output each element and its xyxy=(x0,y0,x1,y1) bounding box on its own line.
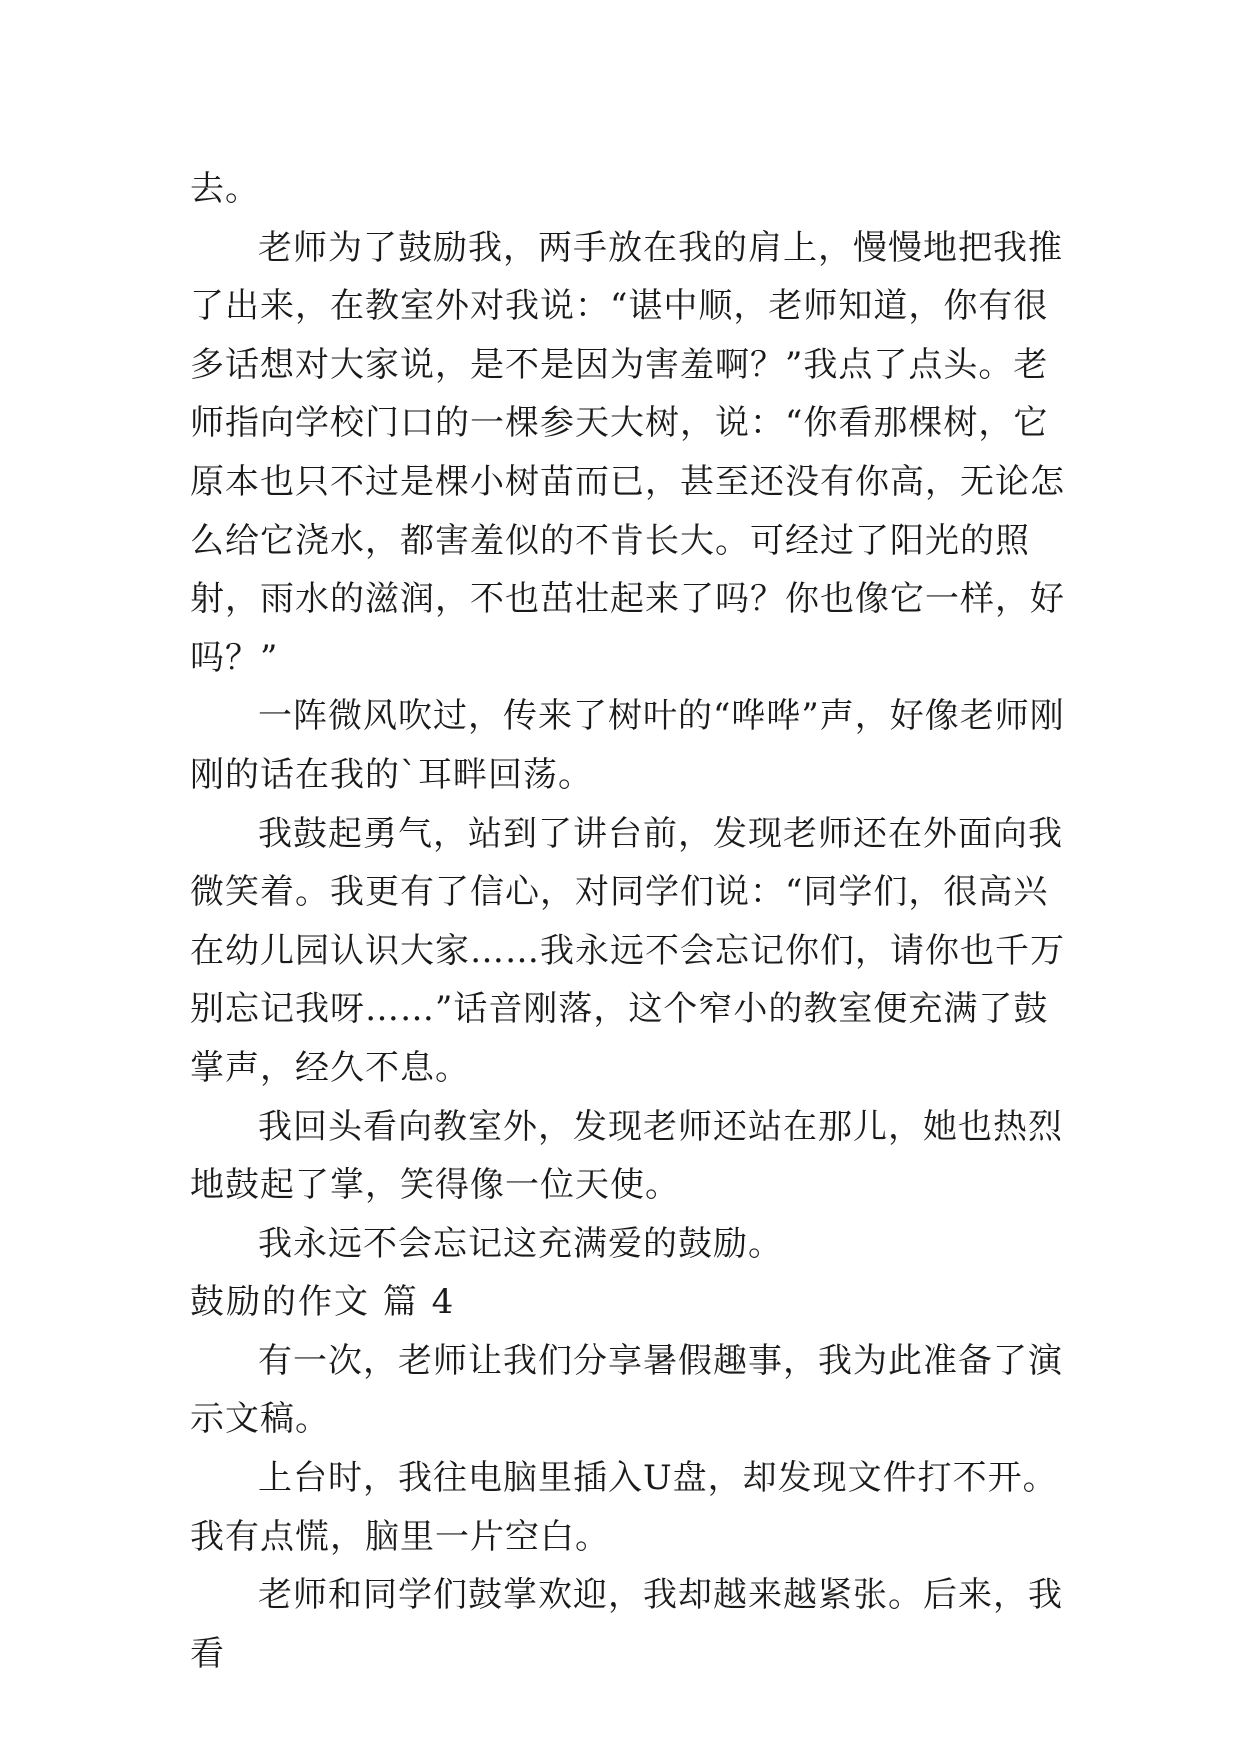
paragraph-usb: 上台时，我往电脑里插入U盘，却发现文件打不开。我有点慌，脑里一片空白。 xyxy=(190,1458,1058,1557)
paragraph-speech: 我鼓起勇气，站到了讲台前，发现老师还在外面向我微笑着。我更有了信心，对同学们说：“同学们，很高兴在幼儿园认识大家……我永远不会忘记你们，请你也千万别忘记我呀……”话音刚落，这个窄小的教室便充满了鼓掌声，经久不息。 xyxy=(190,813,1065,1088)
continuation-text: 去。 xyxy=(190,169,260,209)
paragraph-breeze: 一阵微风吹过，传来了树叶的“哗哗”声，好像老师刚刚的话在我的`耳畔回荡。 xyxy=(190,696,1065,795)
paragraph-conclusion: 我永远不会忘记这充满爱的鼓励。 xyxy=(258,1223,783,1264)
document-body xyxy=(190,160,1070,1683)
section-heading: 鼓励的作文 篇 4 xyxy=(190,1282,456,1323)
paragraph-share-story: 有一次，老师让我们分享暑假趣事，我为此准备了演示文稿。 xyxy=(190,1340,1063,1440)
paragraph-look-back: 我回头看向教室外，发现老师还站在那儿，她也热烈地鼓起了掌，笑得像一位天使。 xyxy=(190,1106,1063,1206)
paragraph-teacher-encourages: 老师为了鼓励我，两手放在我的肩上，慢慢地把我推了出来，在教室外对我说：“谌中顺，老师知道，你有很多话想对大家说，是不是因为害羞啊？”我点了点头。老师指向学校门口的一棵参天大树，说：“你看那棵树，它原本也只不过是棵小树苗而已，甚至还没有你高，无论怎么给它浇水，都害羞似的不肯长大。可经过了阳光的照射，雨水的滋润，不也茁壮起来了吗？你也像它一样，好吗？” xyxy=(190,227,1065,678)
paragraph-nervous: 老师和同学们鼓掌欢迎，我却越来越紧张。后来，我看 xyxy=(190,1575,1063,1674)
